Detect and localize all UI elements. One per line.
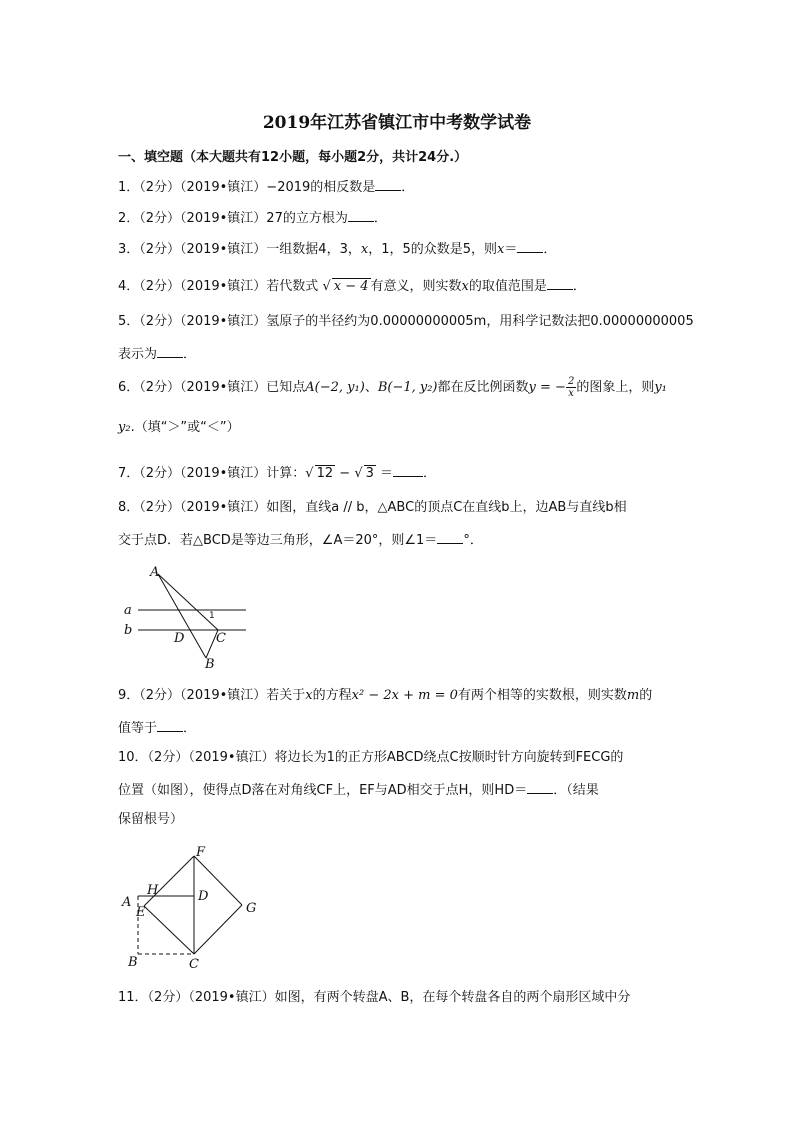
label-B: B bbox=[128, 955, 138, 970]
question-2: 2．（2分）（2019•镇江）27的立方根为 ． bbox=[118, 211, 387, 226]
question-5-line-2: 表示为 ． bbox=[118, 347, 197, 362]
question-5-line-1: 5．（2分）（2019•镇江）氢原子的半径约为0.00000000005m，用科学记数法把0.00000000005 bbox=[118, 314, 694, 329]
answer-blank bbox=[527, 781, 553, 794]
question-9-line-2: 值等于 ． bbox=[118, 721, 197, 736]
label-a: a bbox=[124, 603, 132, 618]
answer-blank bbox=[437, 531, 463, 544]
label-H: H bbox=[147, 883, 159, 898]
label-D: D bbox=[198, 889, 209, 904]
question-3: 3．（2分）（2019•镇江）一组数据4，3，x，1，5的众数是5，则x＝ ． bbox=[118, 242, 557, 257]
answer-blank bbox=[157, 345, 183, 358]
question-4: 4．（2分）（2019•镇江）若代数式 √ x − 4 有意义，则实数x的取值范围是 ． bbox=[118, 279, 586, 294]
section-header: 一、填空题（本大题共有12小题，每小题2分，共计24分.） bbox=[118, 150, 468, 165]
label-C: C bbox=[189, 957, 199, 972]
label-A: A bbox=[122, 895, 132, 910]
label-G: G bbox=[246, 901, 257, 916]
figure-rotated-square bbox=[118, 842, 268, 972]
question-9-line-1: 9．（2分）（2019•镇江）若关于x的方程x² − 2x + m = 0有两个相等的实数根，则实数m的 bbox=[118, 688, 653, 703]
label-angle-1: 1 bbox=[209, 611, 215, 621]
answer-blank bbox=[157, 719, 183, 732]
fraction: $\frac{2}{x}$ bbox=[567, 376, 575, 399]
question-10-line-3: 保留根号） bbox=[118, 812, 184, 827]
label-b: b bbox=[124, 623, 133, 638]
label-C: C bbox=[216, 631, 226, 646]
segment-AC bbox=[158, 574, 218, 630]
side-GC bbox=[194, 905, 242, 954]
question-10-line-1: 10．（2分）（2019•镇江）将边长为1的正方形ABCD绕点C按顺时针方向旋转到FECG的 bbox=[118, 750, 624, 765]
square-root: x − 4 bbox=[333, 279, 369, 294]
answer-blank bbox=[547, 277, 573, 290]
answer-blank bbox=[348, 209, 374, 222]
side-EC bbox=[144, 906, 194, 954]
question-7: 7．（2分）（2019•镇江）计算：√ 12 − √ 3 ＝ ． bbox=[118, 466, 437, 481]
answer-blank bbox=[393, 464, 423, 477]
exam-title: 2019年江苏省镇江市中考数学试卷 bbox=[262, 113, 532, 133]
label-A: A bbox=[150, 565, 160, 580]
question-11-line-1: 11．（2分）（2019•镇江）如图，有两个转盘A、B，在每个转盘各自的两个扇形区域中分 bbox=[118, 990, 631, 1005]
square-root: 3 bbox=[365, 466, 374, 481]
square-root: 12 bbox=[316, 466, 334, 481]
question-6-line-1: 6．（2分）（2019•镇江）已知点A(−2, y₁)、B(−1, y₂)都在反比例函数y = − $\frac{2}{x}$ 的图象上，则y₁ bbox=[118, 376, 667, 399]
label-E: E bbox=[136, 905, 146, 920]
label-D: D bbox=[174, 631, 185, 646]
figure-parallel-lines-triangle bbox=[118, 562, 258, 674]
question-10-line-2: 位置（如图），使得点D落在对角线CF上，EF与AD相交于点H，则HD＝ ．（结果 bbox=[118, 783, 599, 798]
question-6-line-2: y₂.（填“＞”或“＜”） bbox=[118, 420, 240, 435]
answer-blank bbox=[517, 240, 543, 253]
question-8-line-1: 8．（2分）（2019•镇江）如图，直线a // b，△ABC的顶点C在直线b上，边AB与直线b相 bbox=[118, 500, 627, 515]
side-FE bbox=[144, 856, 194, 906]
answer-blank bbox=[375, 178, 401, 191]
label-F: F bbox=[196, 845, 206, 860]
question-1: 1．（2分）（2019•镇江）−2019的相反数是 ． bbox=[118, 180, 415, 195]
question-8-line-2: 交于点D．若△BCD是等边三角形，∠A＝20°，则∠1＝ °． bbox=[118, 533, 483, 548]
label-B: B bbox=[205, 657, 215, 672]
